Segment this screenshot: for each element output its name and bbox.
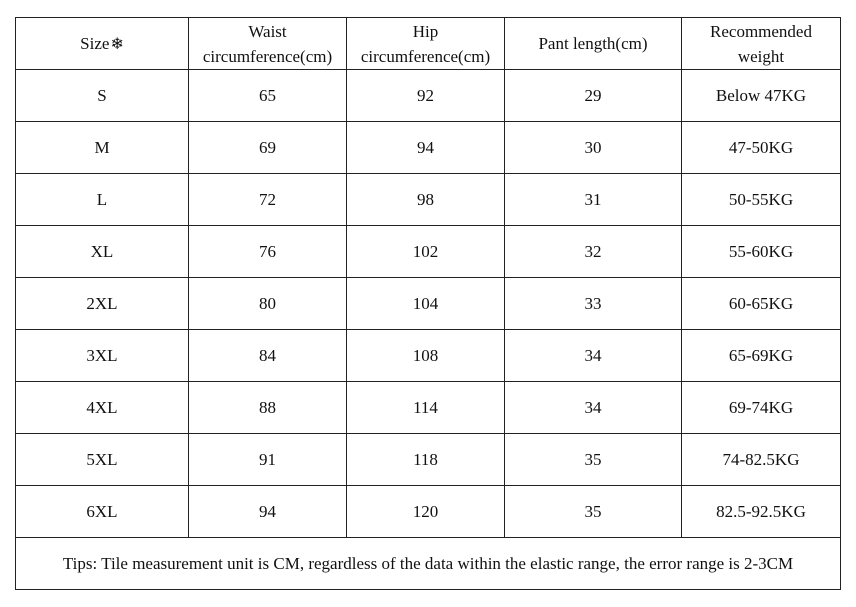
cell-length: 32	[505, 226, 682, 278]
header-weight-line2: weight	[737, 46, 785, 66]
cell-length: 35	[505, 434, 682, 486]
table-row	[16, 122, 841, 174]
cell-length: 31	[505, 174, 682, 226]
header-size	[16, 18, 189, 70]
cell-waist: 80	[189, 278, 347, 330]
tips-text: Tips: Tile measurement unit is CM, regardless of the data within the elastic range, the error range is 2-3CM	[16, 538, 841, 590]
table-row	[16, 278, 841, 330]
cell-hip: 120	[347, 486, 505, 538]
cell-length: 29	[505, 70, 682, 122]
cell-size: S	[16, 70, 189, 122]
header-size-label: Size	[80, 33, 110, 53]
header-pant-length: Pant length(cm)	[505, 18, 682, 70]
cell-hip: 98	[347, 174, 505, 226]
cell-waist: 88	[189, 382, 347, 434]
cell-size: 2XL	[16, 278, 189, 330]
cell-size: L	[16, 174, 189, 226]
header-weight-line1: Recommended	[710, 21, 812, 41]
table-row	[16, 226, 841, 278]
cell-waist: 72	[189, 174, 347, 226]
table-row	[16, 330, 841, 382]
table-row	[16, 70, 841, 122]
header-waist-line1: Waist	[248, 21, 287, 41]
cell-hip: 118	[347, 434, 505, 486]
cell-weight: 50-55KG	[682, 174, 841, 226]
header-row	[16, 18, 841, 70]
cell-waist: 76	[189, 226, 347, 278]
cell-length: 33	[505, 278, 682, 330]
header-hip-line2: circumference(cm)	[360, 46, 491, 66]
cell-waist: 91	[189, 434, 347, 486]
cell-waist: 84	[189, 330, 347, 382]
table-row	[16, 382, 841, 434]
table-row	[16, 434, 841, 486]
cell-hip: 114	[347, 382, 505, 434]
size-chart-table	[15, 17, 841, 590]
cell-waist: 69	[189, 122, 347, 174]
cell-weight: 69-74KG	[682, 382, 841, 434]
header-waist	[189, 18, 347, 70]
cell-weight: Below 47KG	[682, 70, 841, 122]
cell-length: 35	[505, 486, 682, 538]
cell-size: 5XL	[16, 434, 189, 486]
table-row	[16, 486, 841, 538]
cell-hip: 92	[347, 70, 505, 122]
snowflake-icon: ❄	[110, 35, 124, 53]
cell-waist: 65	[189, 70, 347, 122]
table-row	[16, 174, 841, 226]
cell-length: 30	[505, 122, 682, 174]
header-hip-line1: Hip	[412, 21, 439, 41]
cell-weight: 65-69KG	[682, 330, 841, 382]
cell-hip: 108	[347, 330, 505, 382]
cell-size: 6XL	[16, 486, 189, 538]
cell-length: 34	[505, 330, 682, 382]
tips-row	[16, 538, 841, 590]
cell-hip: 94	[347, 122, 505, 174]
cell-weight: 47-50KG	[682, 122, 841, 174]
header-weight	[682, 18, 841, 70]
cell-size: M	[16, 122, 189, 174]
cell-hip: 102	[347, 226, 505, 278]
cell-waist: 94	[189, 486, 347, 538]
header-waist-line2: circumference(cm)	[202, 46, 333, 66]
cell-size: 3XL	[16, 330, 189, 382]
cell-size: XL	[16, 226, 189, 278]
cell-hip: 104	[347, 278, 505, 330]
header-hip	[347, 18, 505, 70]
cell-weight: 82.5-92.5KG	[682, 486, 841, 538]
cell-length: 34	[505, 382, 682, 434]
cell-weight: 74-82.5KG	[682, 434, 841, 486]
cell-weight: 55-60KG	[682, 226, 841, 278]
cell-weight: 60-65KG	[682, 278, 841, 330]
cell-size: 4XL	[16, 382, 189, 434]
